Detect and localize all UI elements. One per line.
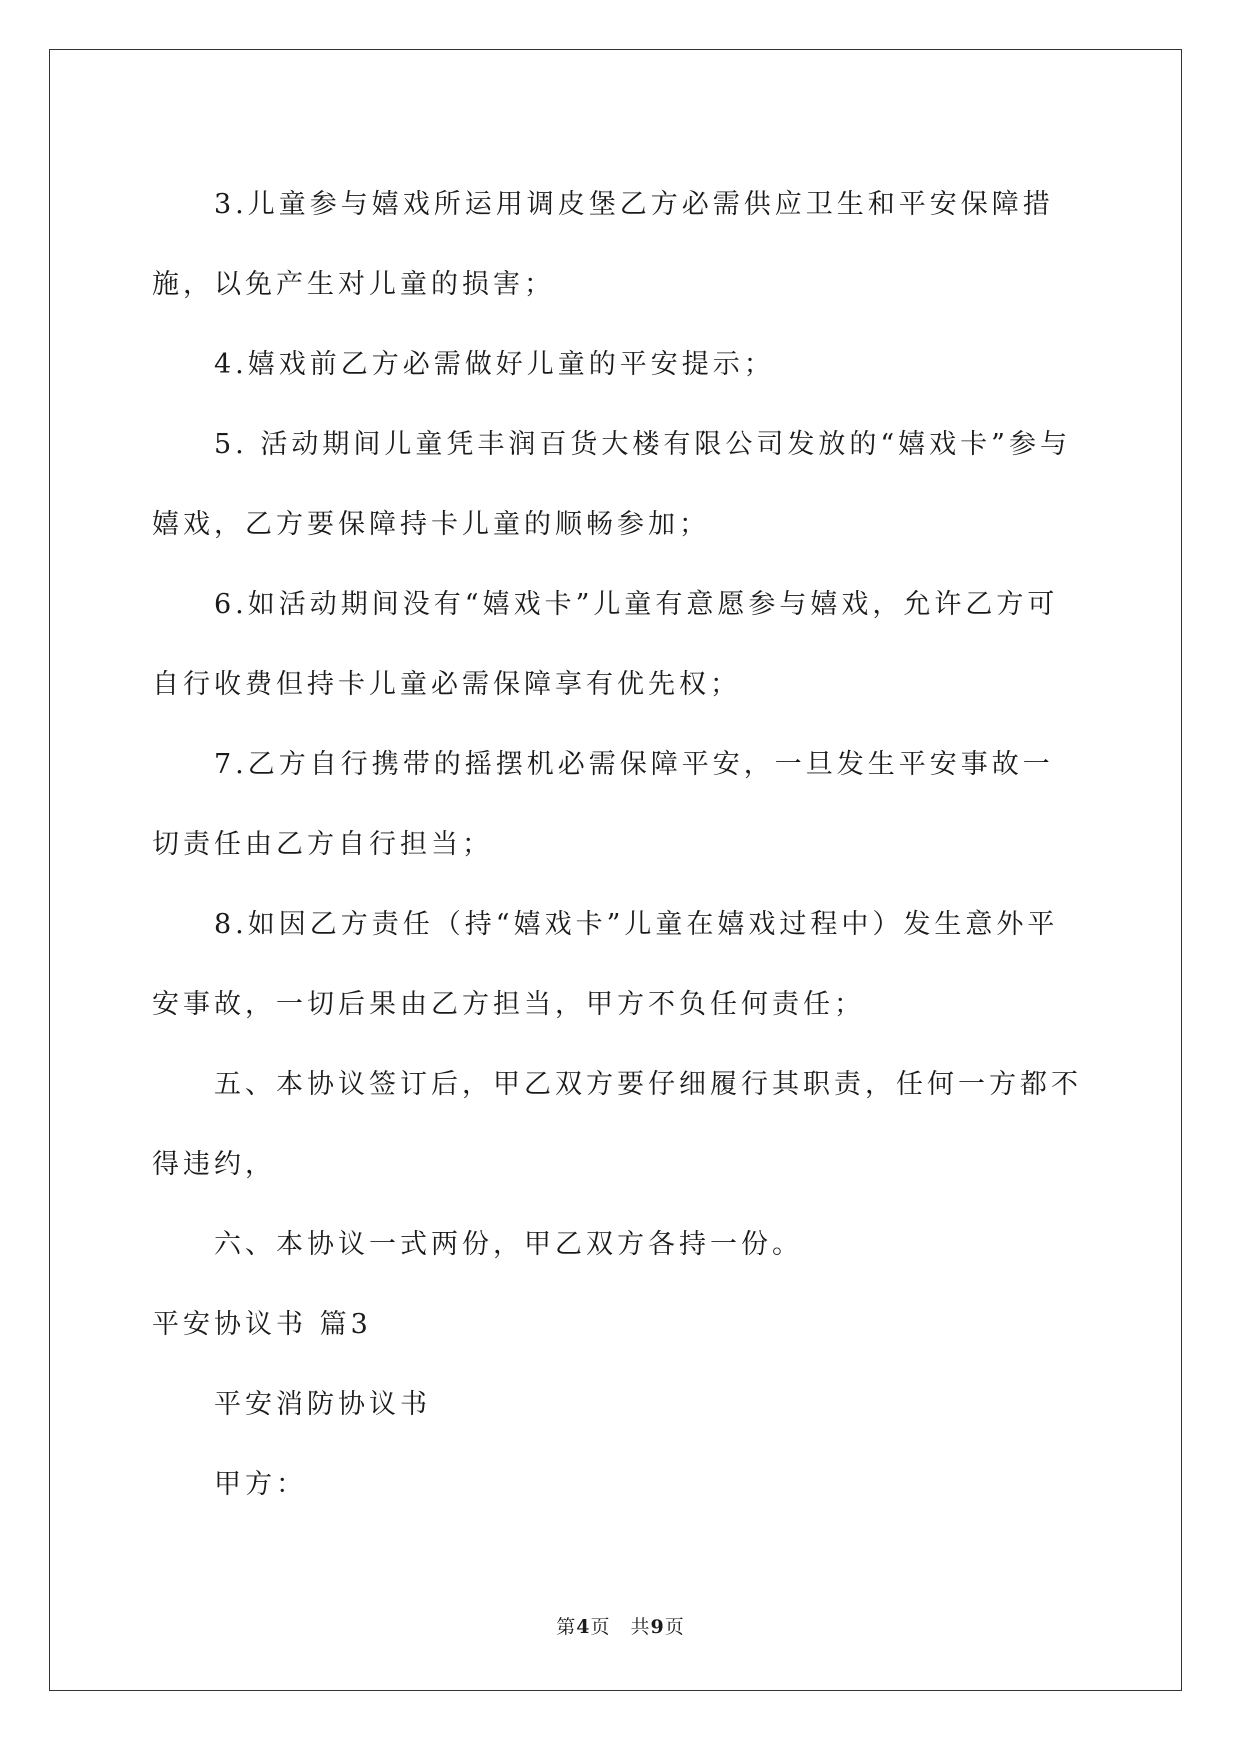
footer-prefix: 第 <box>556 1616 577 1638</box>
clause-7: 7.乙方自行携带的摇摆机必需保障平安，一旦发生平安事故一切责任由乙方自行担当； <box>152 749 1054 860</box>
document-body <box>152 165 1082 1525</box>
footer-total-pages: 9 <box>650 1616 665 1638</box>
article-five: 五、本协议签订后，甲乙双方要仔细履行其职责，任何一方都不得违约， <box>152 1069 1082 1180</box>
section-heading: 平安协议书 篇3 <box>152 1309 372 1340</box>
article-six: 六、本协议一式两份，甲乙双方各持一份。 <box>214 1229 803 1260</box>
page-footer <box>0 1612 1241 1639</box>
footer-mid: 页 共 <box>590 1616 651 1638</box>
clause-5: 5. 活动期间儿童凭丰润百货大楼有限公司发放的“嬉戏卡”参与嬉戏，乙方要保障持卡儿童的顺畅参加； <box>152 429 1071 540</box>
clause-4: 4.嬉戏前乙方必需做好儿童的平安提示； <box>214 349 775 380</box>
footer-current-page: 4 <box>576 1616 591 1638</box>
clause-3: 3.儿童参与嬉戏所运用调皮堡乙方必需供应卫生和平安保障措施，以免产生对儿童的损害； <box>152 189 1054 300</box>
footer-suffix: 页 <box>664 1616 685 1638</box>
agreement-subtitle: 平安消防协议书 <box>214 1389 431 1420</box>
party-a-label: 甲方： <box>214 1469 307 1500</box>
clause-8: 8.如因乙方责任（持“嬉戏卡”儿童在嬉戏过程中）发生意外平安事故，一切后果由乙方担当，甲方不负任何责任； <box>152 909 1059 1020</box>
clause-6: 6.如活动期间没有“嬉戏卡”儿童有意愿参与嬉戏，允许乙方可自行收费但持卡儿童必需保障享有优先权； <box>152 589 1059 700</box>
